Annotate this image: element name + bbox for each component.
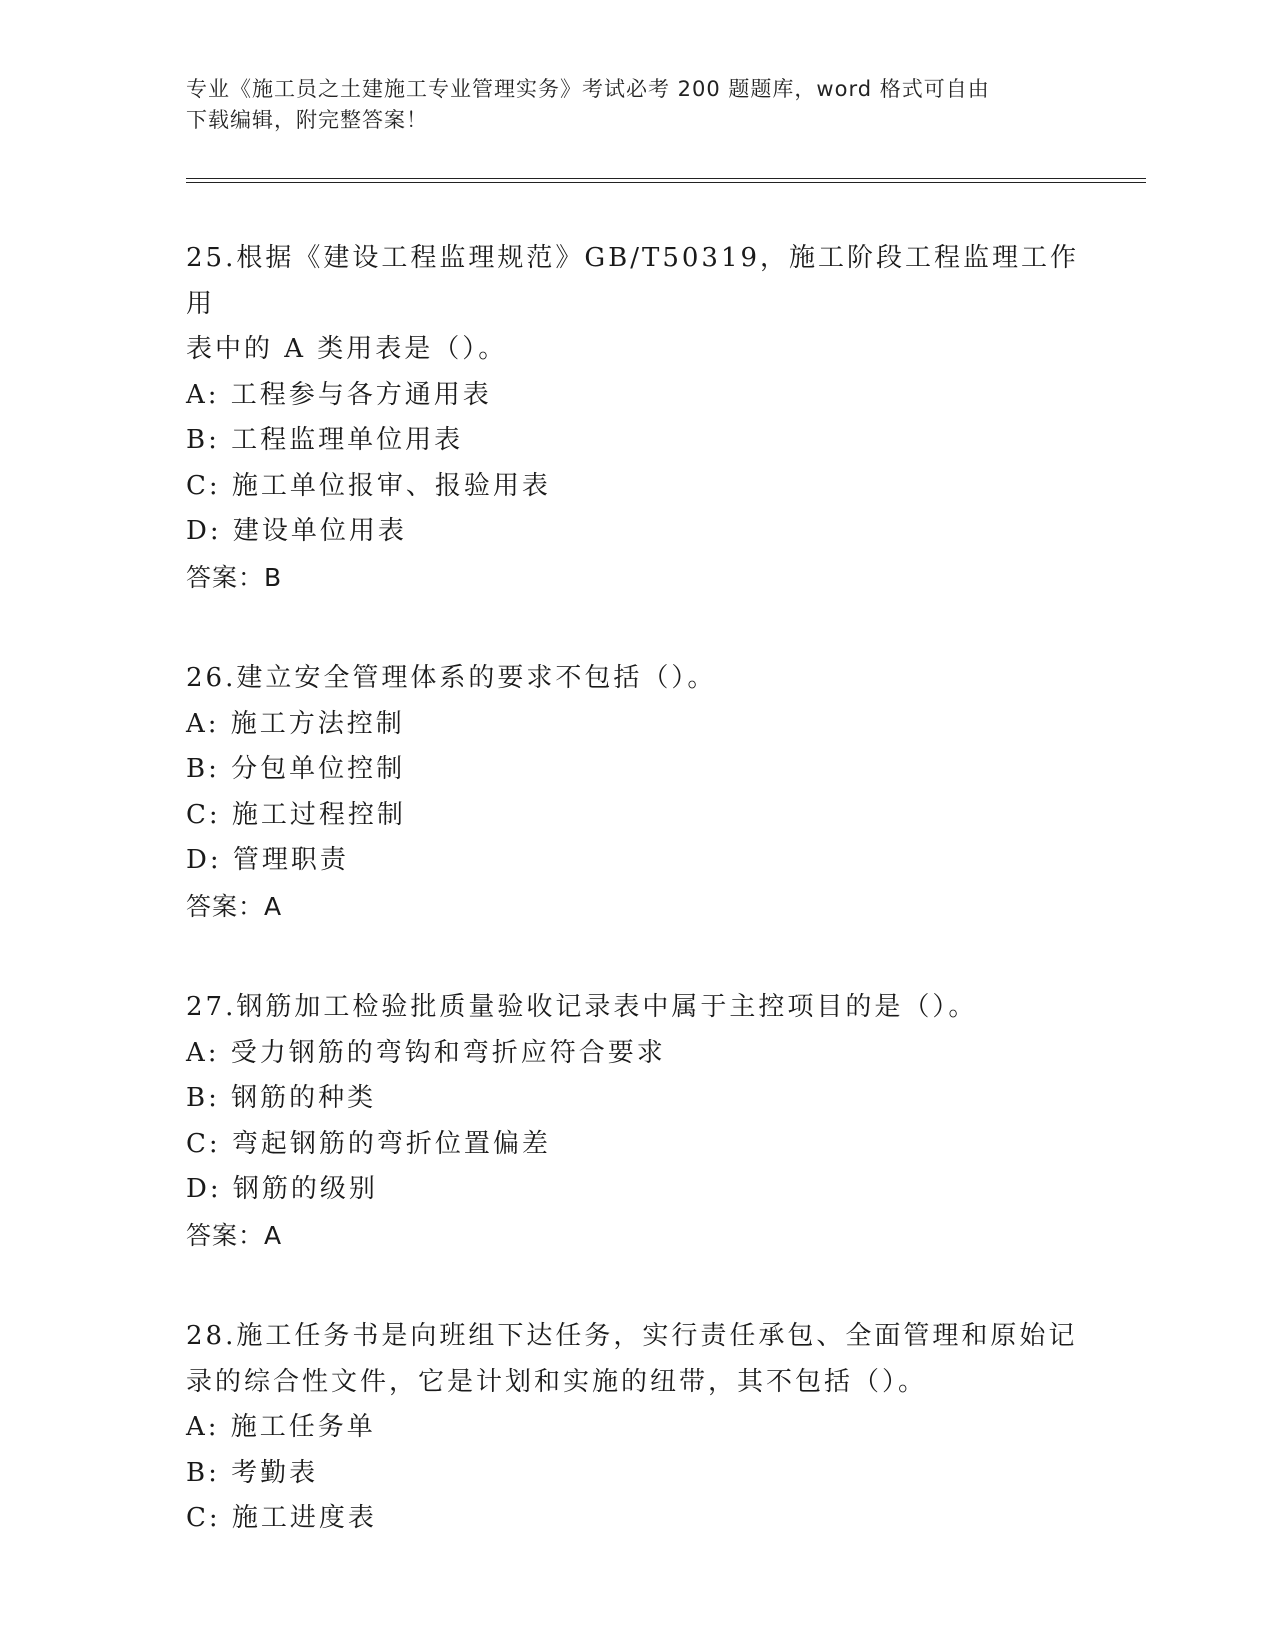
- question-27: [186, 985, 1086, 1258]
- option-b: B: 分包单位控制: [186, 754, 406, 784]
- option-b: B: 钢筋的种类: [186, 1083, 377, 1113]
- question-text-line: 27.钢筋加工检验批质量验收记录表中属于主控项目的是（）。: [186, 992, 978, 1022]
- question-text-line: 28.施工任务书是向班组下达任务，实行责任承包、全面管理和原始记: [186, 1321, 1078, 1351]
- document-header: [186, 74, 1086, 136]
- option-b: B: 工程监理单位用表: [186, 425, 464, 455]
- option-c: C: 弯起钢筋的弯折位置偏差: [186, 1128, 551, 1159]
- header-line-1: 专业《施工员之土建施工专业管理实务》考试必考 200 题题库，word 格式可自由: [186, 77, 990, 101]
- question-text-line: 25.根据《建设工程监理规范》GB/T50319，施工阶段工程监理工作用: [186, 243, 1080, 319]
- answer: 答案：B: [186, 562, 283, 592]
- header-divider-top: [186, 178, 1146, 179]
- option-c: C: 施工过程控制: [186, 799, 406, 830]
- header-line-2: 下载编辑，附完整答案！: [186, 108, 428, 132]
- question-28: [186, 1314, 1086, 1542]
- answer: 答案：A: [186, 1220, 283, 1250]
- option-a: A: 受力钢筋的弯钩和弯折应符合要求: [186, 1037, 666, 1068]
- option-a: A: 工程参与各方通用表: [186, 379, 492, 410]
- option-c: C: 施工单位报审、报验用表: [186, 470, 551, 501]
- question-text-line: 表中的 A 类用表是（）。: [186, 334, 508, 364]
- question-list: [186, 236, 1086, 1598]
- option-a: A: 施工方法控制: [186, 708, 405, 739]
- question-text-line: 录的综合性文件，它是计划和实施的纽带，其不包括（）。: [186, 1366, 928, 1397]
- question-26: [186, 656, 1086, 929]
- option-a: A: 施工任务单: [186, 1412, 376, 1442]
- option-d: D: 管理职责: [186, 845, 349, 875]
- question-25: [186, 236, 1086, 600]
- option-d: D: 建设单位用表: [186, 516, 407, 546]
- option-c: C: 施工进度表: [186, 1503, 377, 1533]
- option-b: B: 考勤表: [186, 1457, 319, 1488]
- header-divider-bottom: [186, 182, 1146, 183]
- option-d: D: 钢筋的级别: [186, 1174, 378, 1204]
- question-text-line: 26.建立安全管理体系的要求不包括（）。: [186, 663, 717, 693]
- answer: 答案：A: [186, 891, 283, 921]
